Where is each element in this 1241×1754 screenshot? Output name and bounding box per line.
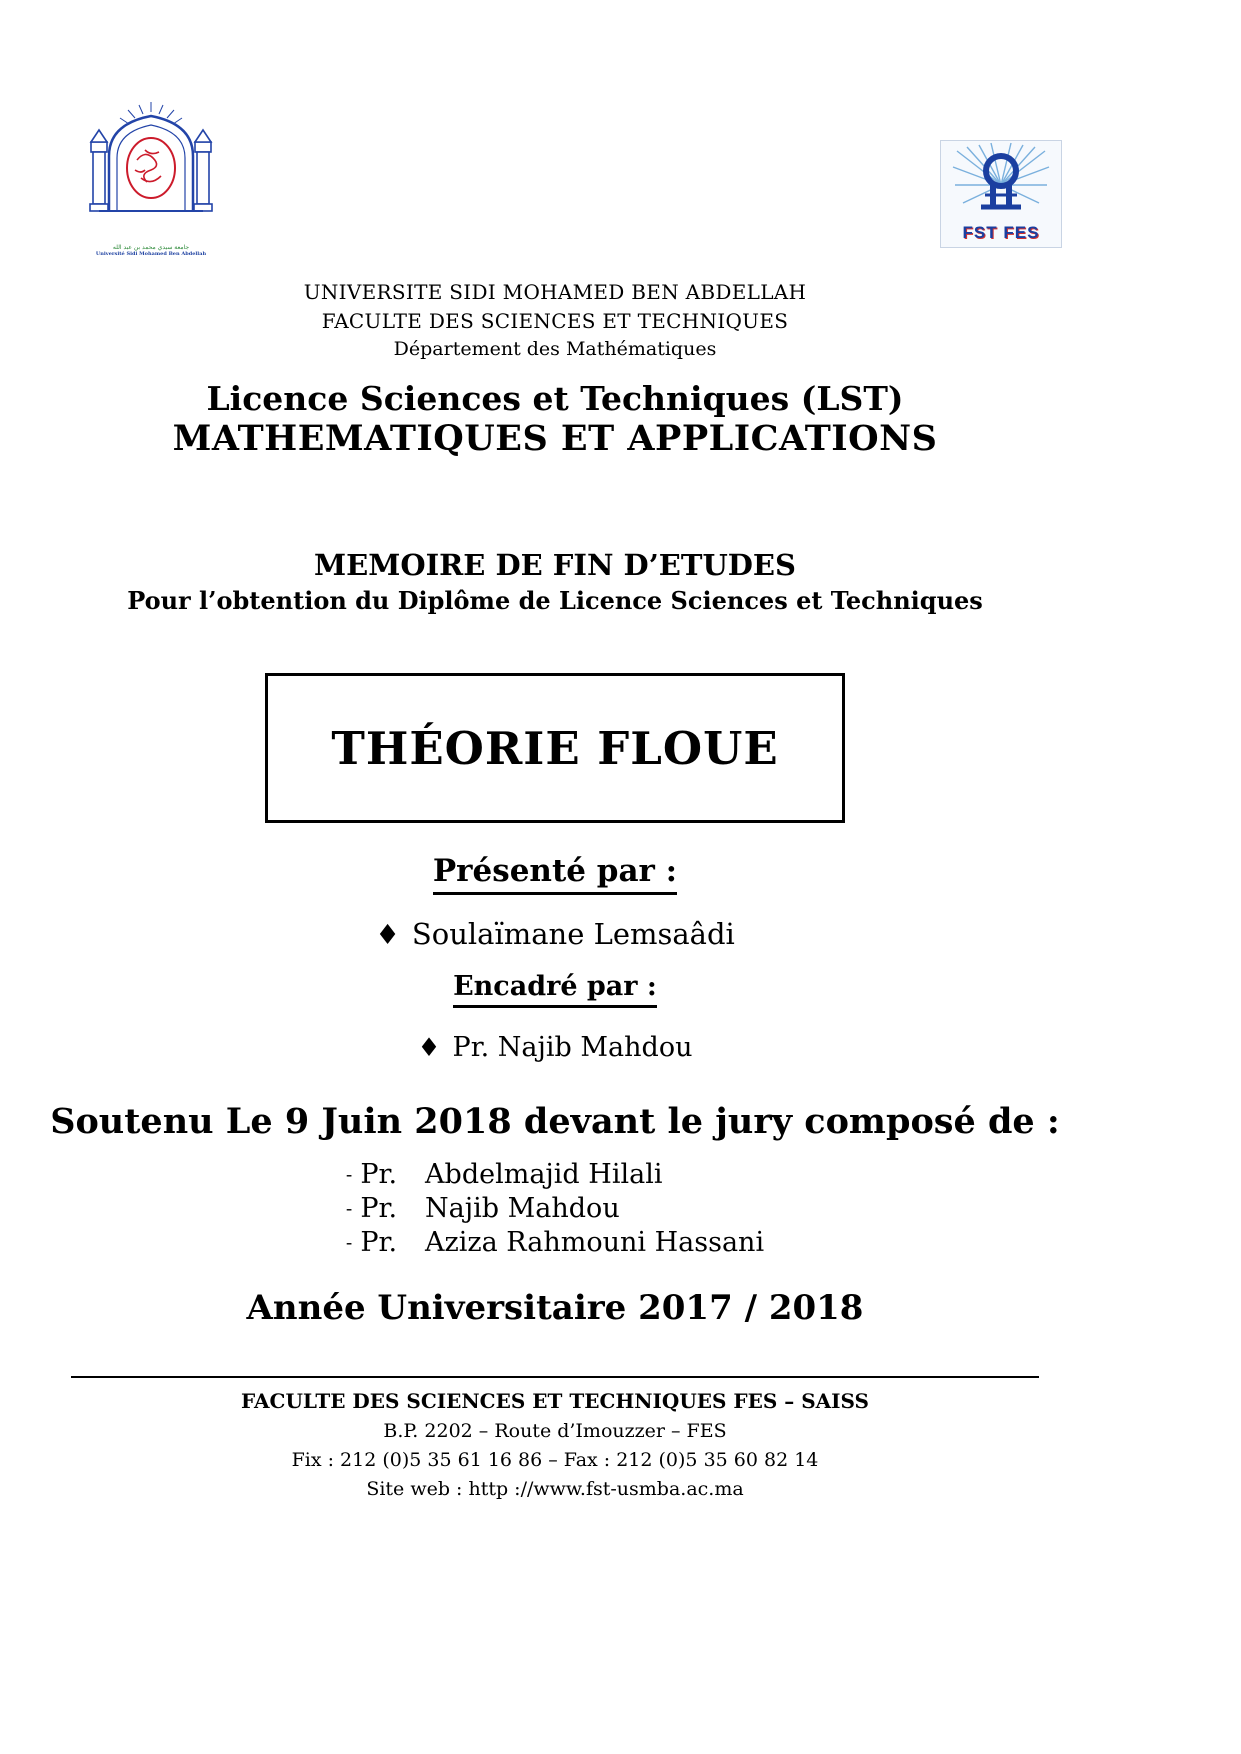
jury-member-row xyxy=(346,1192,764,1226)
presented-by-section xyxy=(0,853,1110,895)
jury-member-title: Pr. xyxy=(360,1193,398,1225)
dash-bullet: - xyxy=(345,1164,353,1187)
supervisor-name: Pr. Najib Mahdou xyxy=(452,1032,693,1064)
usmba-arabic-caption: جامعة سيدي محمد بن عبد الله xyxy=(112,244,190,251)
faculty-name: FACULTE DES SCIENCES ET TECHNIQUES xyxy=(321,309,789,333)
footer-divider xyxy=(71,1376,1039,1378)
presented-by-name-row xyxy=(0,917,1110,951)
student-name: Soulaïmane Lemsaâdi xyxy=(411,917,735,952)
memoire-title: MEMOIRE DE FIN D’ETUDES xyxy=(314,547,796,582)
program-block xyxy=(0,380,1110,460)
jury-member-name: Aziza Rahmouni Hassani xyxy=(425,1226,765,1258)
jury-list xyxy=(346,1158,764,1259)
footer-faculty-line: FACULTE DES SCIENCES ET TECHNIQUES FES – SAISS xyxy=(241,1388,869,1413)
jury-member-row xyxy=(346,1226,764,1260)
supervisor-name-row xyxy=(0,1032,1110,1063)
footer-address-line: B.P. 2202 – Route d’Imouzzer – FES xyxy=(383,1419,727,1442)
academic-year: Année Universitaire 2017 / 2018 xyxy=(246,1287,864,1328)
program-line2: MATHEMATIQUES ET APPLICATIONS xyxy=(172,418,938,460)
program-line1: Licence Sciences et Techniques (LST) xyxy=(206,378,904,418)
footer-block xyxy=(0,1386,1110,1505)
dash-bullet: - xyxy=(345,1198,353,1221)
supervised-by-section xyxy=(0,971,1110,1008)
memoire-subtitle: Pour l’obtention du Diplôme de Licence Sciences et Techniques xyxy=(127,585,983,615)
jury-member-row xyxy=(346,1158,764,1192)
presented-by-label: Présenté par : xyxy=(433,853,677,895)
thesis-title-box xyxy=(265,673,845,823)
department-name: Département des Mathématiques xyxy=(393,338,717,360)
jury-member-name: Abdelmajid Hilali xyxy=(425,1159,663,1191)
dash-bullet: - xyxy=(345,1231,353,1254)
footer-phone-line: Fix : 212 (0)5 35 61 16 86 – Fax : 212 (0)5 35 60 82 14 xyxy=(291,1449,819,1471)
jury-heading: Soutenu Le 9 Juin 2018 devant le jury composé de : xyxy=(50,1101,1060,1143)
footer-website-line: Site web : http ://www.fst-usmba.ac.ma xyxy=(366,1478,744,1501)
jury-member-title: Pr. xyxy=(360,1159,398,1191)
memoire-block xyxy=(0,546,1110,618)
thesis-title: THÉORIE FLOUE xyxy=(331,721,779,775)
university-name: UNIVERSITE SIDI MOHAMED BEN ABDELLAH xyxy=(303,280,807,304)
diamond-bullet-icon: ♦ xyxy=(417,1033,441,1064)
supervised-by-label: Encadré par : xyxy=(453,971,657,1008)
usmba-french-caption: Université Sidi Mohamed Ben Abdellah xyxy=(95,251,207,258)
diamond-bullet-icon: ♦ xyxy=(375,919,400,952)
fst-fes-label: FST FES xyxy=(962,223,1040,242)
jury-member-title: Pr. xyxy=(360,1226,398,1258)
jury-member-name: Najib Mahdou xyxy=(425,1193,620,1225)
